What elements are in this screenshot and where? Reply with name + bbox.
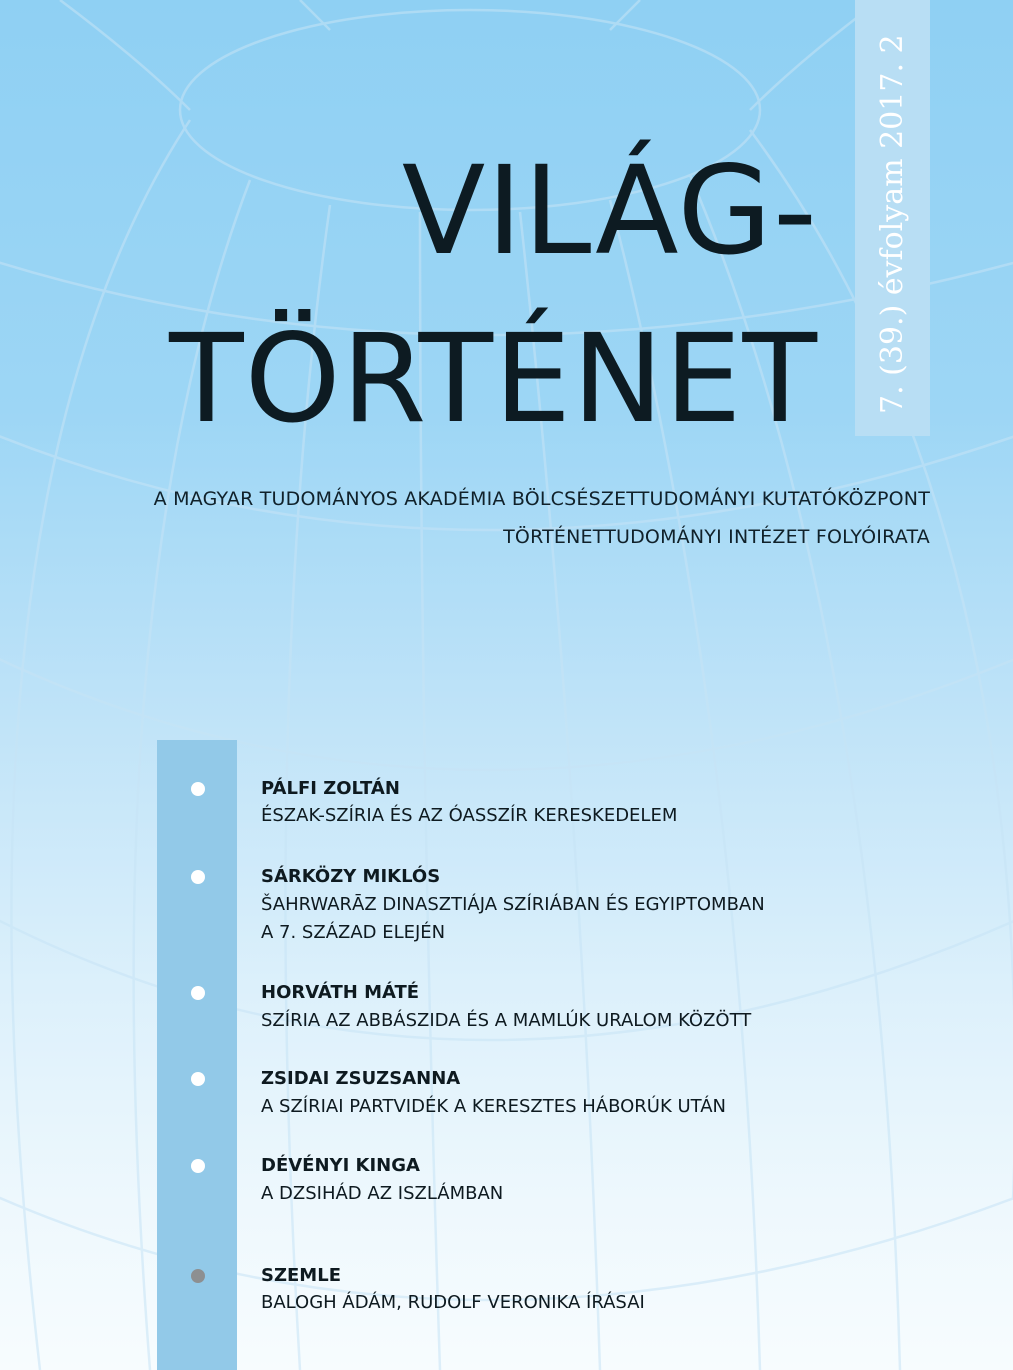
toc-author: PÁLFI ZOLTÁN (261, 778, 400, 799)
publisher-line2: TÖRTÉNETTUDOMÁNYI INTÉZET FOLYÓIRATA (503, 526, 930, 548)
toc-article-title: A DZSIHÁD AZ ISZLÁMBAN (261, 1183, 504, 1204)
volume-issue-label: 7. (39.) évfolyam 2017. 2 (875, 34, 910, 414)
toc-review-authors: BALOGH ÁDÁM, RUDOLF VERONIKA ÍRÁSAI (261, 1292, 645, 1313)
journal-title-line2: TÖRTÉNET (169, 308, 818, 450)
toc-author: HORVÁTH MÁTÉ (261, 982, 420, 1003)
bullet-icon (191, 1072, 205, 1086)
toc-article-title: SZÍRIA AZ ABBÁSZIDA ÉS A MAMLÚK URALOM KÖZÖTT (261, 1010, 752, 1031)
bullet-icon (191, 986, 205, 1000)
toc-article-title: ÉSZAK-SZÍRIA ÉS AZ ÓASSZÍR KERESKEDELEM (261, 805, 678, 826)
bullet-icon (191, 870, 205, 884)
toc-author: ZSIDAI ZSUZSANNA (261, 1068, 461, 1089)
publisher-line1: A MAGYAR TUDOMÁNYOS AKADÉMIA BÖLCSÉSZETTUDOMÁNYI KUTATÓKÖZPONT (153, 488, 930, 510)
bullet-icon (191, 1159, 205, 1173)
toc-author: SÁRKÖZY MIKLÓS (261, 866, 441, 887)
bullet-icon (191, 782, 205, 796)
journal-title-line1: VILÁG- (401, 140, 818, 282)
toc-article-title-cont: A 7. SZÁZAD ELEJÉN (261, 922, 446, 943)
toc-article-title: A SZÍRIAI PARTVIDÉK A KERESZTES HÁBORÚK UTÁN (261, 1096, 727, 1117)
toc-article-title: ŠAHRWARĀZ DINASZTIÁJA SZÍRIÁBAN ÉS EGYIPTOMBAN (261, 894, 765, 915)
toc-author: DÉVÉNYI KINGA (261, 1155, 420, 1176)
bullet-icon (191, 1269, 205, 1283)
toc-section-review: SZEMLE (261, 1265, 341, 1286)
